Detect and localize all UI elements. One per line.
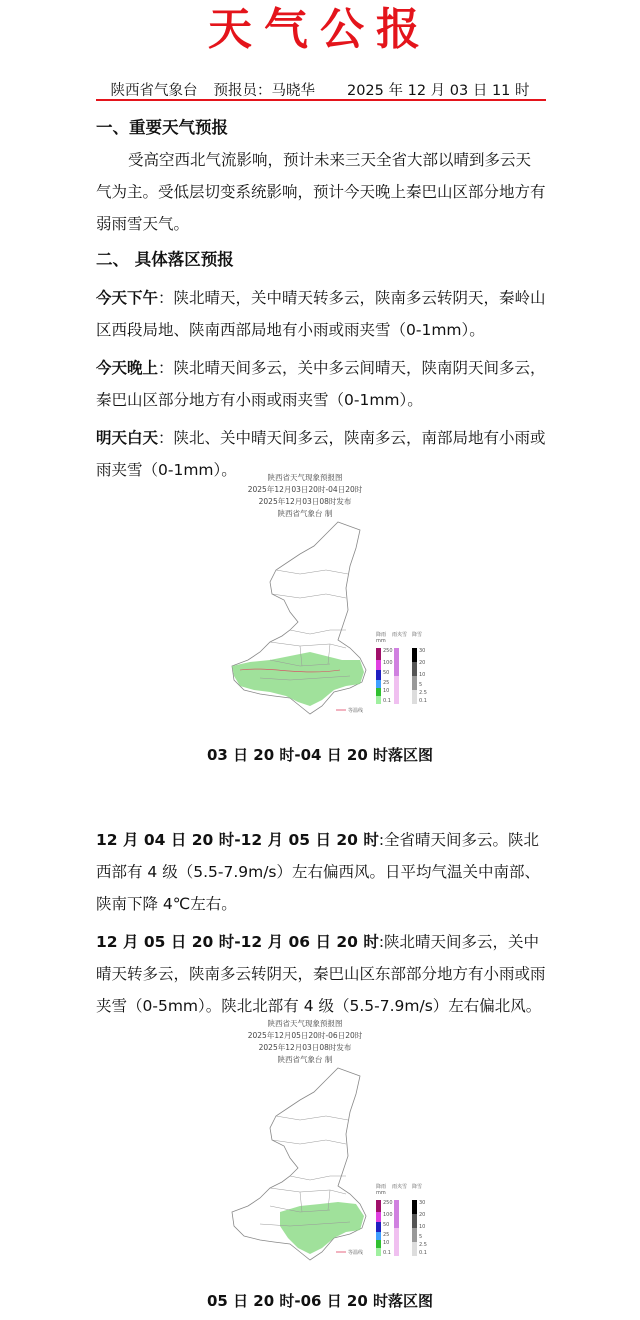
legend-rain-label: 降雨 xyxy=(376,632,387,638)
forecast-item-text: ：陕北、关中晴天间多云，陕南多云，南部局地有小雨或雨夹雪（0-1mm）。 xyxy=(96,429,546,479)
svg-text:20: 20 xyxy=(419,1212,426,1218)
forecast-item xyxy=(96,824,546,920)
legend-mix-label: 雨夹雪 xyxy=(392,632,408,638)
forecast-item-text: :陕北晴天间多云，关中晴天转多云，陕南多云转阴天，秦巴山区东部部分地方有小雨或雨夹雪（0-5mm）。陕北北部有 4 级（5.5-7.9m/s）左右偏北风。 xyxy=(96,933,546,1015)
forecaster: 预报员：马晓华 xyxy=(213,83,315,99)
svg-text:10: 10 xyxy=(383,1240,390,1246)
forecast-item-text: ：陕北晴天间多云，关中多云间晴天，陕南阴天间多云，秦巴山区部分地方有小雨或雨夹雪（0-1mm）。 xyxy=(96,359,546,409)
svg-text:0.1: 0.1 xyxy=(383,698,391,704)
forecast-item xyxy=(96,926,546,1022)
svg-text:0.1: 0.1 xyxy=(419,1250,427,1256)
map2-title-line: 陕西省天气现象预报图 xyxy=(267,1019,343,1028)
forecast-map-1 xyxy=(210,470,450,720)
section-detail xyxy=(96,244,546,486)
section-later xyxy=(96,824,546,1022)
section-important xyxy=(96,112,546,240)
org-name: 陕西省气象台 xyxy=(110,83,198,99)
forecast-item xyxy=(96,282,546,346)
legend-snow-label: 降雪 xyxy=(412,632,423,638)
map1-title-line: 陕西省气象台 制 xyxy=(277,509,333,518)
forecast-item-label: 12 月 04 日 20 时-12 月 05 日 20 时 xyxy=(96,831,379,849)
forecast-item-label: 今天下午 xyxy=(96,289,159,307)
forecast-item-label: 明天白天 xyxy=(96,429,159,447)
map1-title-line: 2025年12月03日20时-04日20时 xyxy=(247,485,363,494)
forecast-item-text: :全省晴天间多云。陕北西部有 4 级（5.5-7.9m/s）左右偏西风。日平均气温关中南部、陕南下降 4℃左右。 xyxy=(96,831,541,913)
legend-snow-label: 降雪 xyxy=(412,1184,423,1190)
svg-text:30: 30 xyxy=(419,648,426,654)
svg-text:2.5: 2.5 xyxy=(419,1242,427,1248)
svg-text:30: 30 xyxy=(419,1200,426,1206)
map1-title-line: 陕西省天气现象预报图 xyxy=(267,473,343,482)
svg-text:0.1: 0.1 xyxy=(383,1250,391,1256)
legend-isoline-label: 等温线 xyxy=(348,1250,364,1256)
svg-text:5: 5 xyxy=(419,682,423,688)
legend-unit: mm xyxy=(376,638,386,644)
legend-unit: mm xyxy=(376,1190,386,1196)
svg-text:100: 100 xyxy=(383,1212,393,1218)
section1-text: 受高空西北气流影响，预计未来三天全省大部以晴到多云天气为主。受低层切变系统影响，预计今天晚上秦巴山区部分地方有弱雨雪天气。 xyxy=(96,151,546,233)
map2-title-line: 2025年12月03日08时发布 xyxy=(258,1043,352,1052)
map2-title-line: 2025年12月05日20时-06日20时 xyxy=(247,1031,363,1040)
svg-text:0.1: 0.1 xyxy=(419,698,427,704)
svg-text:10: 10 xyxy=(419,1224,426,1230)
svg-text:25: 25 xyxy=(383,1232,390,1238)
svg-text:20: 20 xyxy=(419,660,426,666)
legend-isoline-label: 等温线 xyxy=(348,708,364,714)
svg-text:2.5: 2.5 xyxy=(419,690,427,696)
svg-text:50: 50 xyxy=(383,1222,390,1228)
svg-text:250: 250 xyxy=(383,1200,393,1206)
forecast-map-2 xyxy=(210,1016,450,1272)
issue-datetime: 2025 年 12 月 03 日 11 时 xyxy=(346,83,530,99)
svg-text:5: 5 xyxy=(419,1234,423,1240)
legend-rain-label: 降雨 xyxy=(376,1184,387,1190)
legend-mix-label: 雨夹雪 xyxy=(392,1184,408,1190)
svg-text:25: 25 xyxy=(383,680,390,686)
map1-caption: 03 日 20 时-04 日 20 时落区图 xyxy=(206,746,434,764)
forecast-item xyxy=(96,352,546,416)
section1-heading: 一、重要天气预报 xyxy=(96,118,228,137)
header-rule xyxy=(96,99,546,101)
map1-title-line: 2025年12月03日08时发布 xyxy=(258,497,352,506)
svg-text:50: 50 xyxy=(383,670,390,676)
bulletin-title: 天气公报 xyxy=(208,4,432,55)
svg-text:10: 10 xyxy=(383,688,390,694)
svg-text:10: 10 xyxy=(419,672,426,678)
map2-caption: 05 日 20 时-06 日 20 时落区图 xyxy=(206,1292,434,1310)
section2-heading: 二、 具体落区预报 xyxy=(96,250,234,269)
svg-text:250: 250 xyxy=(383,648,393,654)
forecast-item-text: ：陕北晴天，关中晴天转多云，陕南多云转阴天，秦岭山区西段局地、陕南西部局地有小雨或雨夹雪（0-1mm）。 xyxy=(96,289,546,339)
svg-text:100: 100 xyxy=(383,660,393,666)
forecast-item-label: 今天晚上 xyxy=(96,359,159,377)
map2-title-line: 陕西省气象台 制 xyxy=(277,1055,333,1064)
forecast-item-label: 12 月 05 日 20 时-12 月 06 日 20 时 xyxy=(96,933,379,951)
